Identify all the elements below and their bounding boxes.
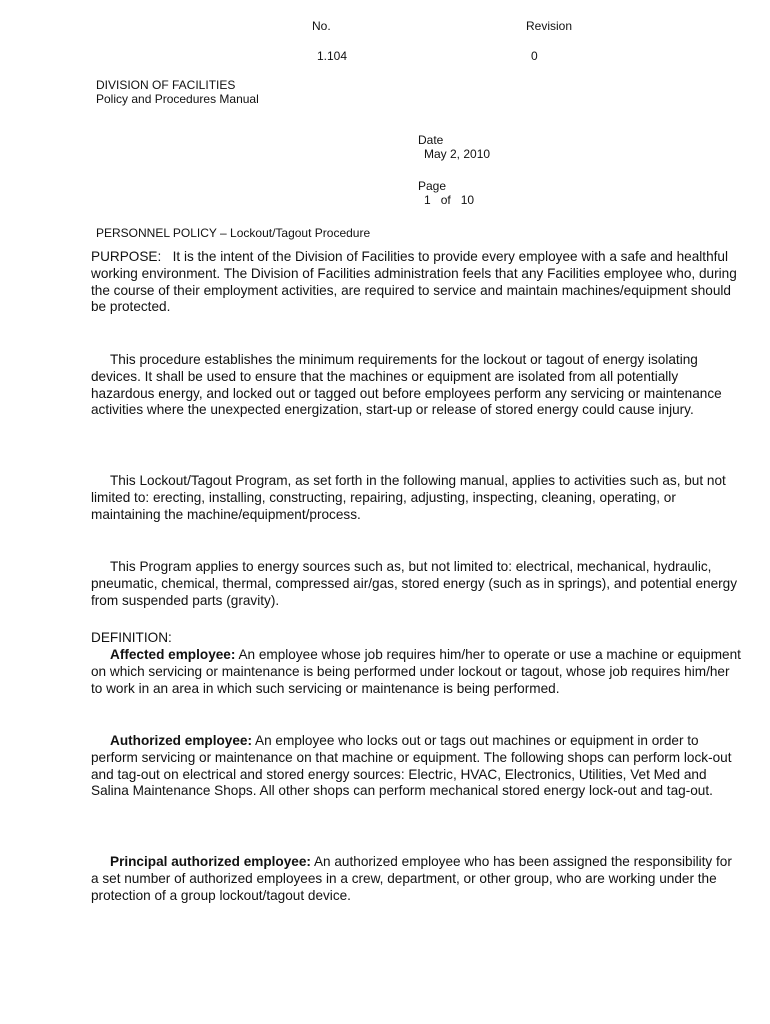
scope-text: This procedure establishes the minimum requirements for the lockout or tagout of energy isolating devices. It shall be used to ensure that the machines or equipment are isolated from all potentially hazardous energy, and locked out or tagged out before employees perform any servicing or maintenance activities where the unexpected energization, start-up or release of stored energy could cause injury. [91,352,722,418]
revision-value: 0 [531,49,538,63]
energy-sources-paragraph [91,559,741,609]
purpose-label: PURPOSE: [91,249,162,264]
definition-authorized-employee [91,733,741,800]
energy-sources-text: This Program applies to energy sources such as, but not limited to: electrical, mechanical, hydraulic, pneumatic, chemical, thermal, compressed air/gas, stored energy (such as in springs), and potential energy from suspended parts (gravity). [91,559,738,608]
definition-term: Principal authorized employee: [110,854,311,869]
program-activities-paragraph [91,473,741,523]
date-label: Date [418,133,444,147]
definition-principal-authorized-employee [91,854,741,904]
definition-term: Authorized employee: [110,733,252,748]
doc-number-label: No. [312,19,331,33]
page-of: of [440,193,451,207]
definition-text: An authorized employee who has been assigned the responsibility for a set number of authorized employees in a crew, department, or other group, who are working under the protection of a group lockout/tagout device. [91,854,732,903]
scope-paragraph [91,352,741,419]
manual-title: Policy and Procedures Manual [96,92,259,106]
policy-title: PERSONNEL POLICY – Lockout/Tagout Procedure [96,226,371,240]
program-activities-text: This Lockout/Tagout Program, as set forth in the following manual, applies to activities such as, but not limited to: erecting, installing, constructing, repairing, adjusting, inspecting, cleaning, operating, or maintaining the machine/equipment/process. [91,473,726,522]
page-label: Page [418,179,447,193]
definition-heading: DEFINITION: [91,630,172,645]
definition-term: Affected employee: [110,647,236,662]
definition-affected-employee [91,647,741,697]
purpose-text: It is the intent of the Division of Facilities to provide every employee with a safe and healthful working environment. The Division of Facilities administration feels that any Facilities employee who, during the course of their employment activities, are required to service and maintain machines/equipment should be protected. [91,249,737,315]
date-value: May 2, 2010 [424,147,491,161]
page-current: 1 [424,193,431,207]
page-number [424,193,474,208]
definition-text: An employee who locks out or tags out machines or equipment in order to perform servicing or maintenance on that machine or equipment. The following shops can perform lock-out and tag-out on electrical and stored energy sources: Electric, HVAC, Electronics, Utilities, Vet Med and Salina Maintenance Shops. All other shops can perform mechanical stored energy lock-out and tag-out. [91,733,732,799]
definition-text: An employee whose job requires him/her to operate or use a machine or equipment on which servicing or maintenance is being performed under lockout or tagout, whose job requires him/her to work in an area in which such servicing or maintenance is being performed. [91,647,741,696]
page-total: 10 [460,193,475,207]
purpose-paragraph [91,249,741,316]
doc-number-value: 1.104 [317,49,348,63]
division-title: DIVISION OF FACILITIES [96,78,236,92]
revision-label: Revision [526,19,573,33]
